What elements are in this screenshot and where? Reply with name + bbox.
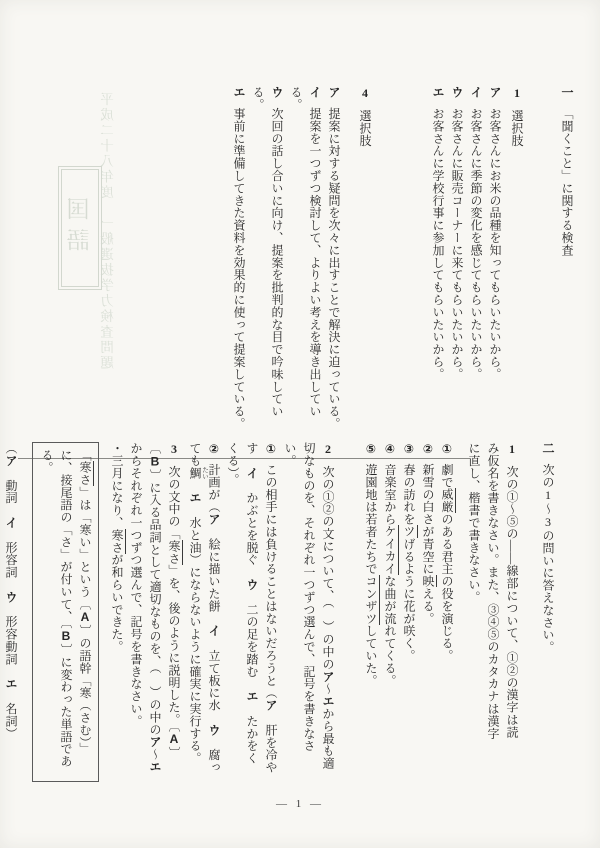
s2-q3-explanation-box: 「寒さ」は「寒い」という〔A〕の語幹「寒（さむ）」に、接尾語の「さ」が付いて、〔B〕に変わった単語である。	[32, 442, 99, 782]
s1-q4-option-u-marker: ウ	[270, 86, 284, 99]
s2-q1-item-2-text: 新雪の白さが青空に映える。	[421, 463, 435, 625]
s2-q1-item-4	[380, 442, 399, 790]
s1-q1-option-u-text: お客さんに販売コーナーに来てもらいたいから。	[450, 107, 464, 381]
s1-question4-number: 4	[358, 86, 372, 101]
section2-heading	[538, 442, 557, 790]
s2-q3-example-sentence: ・三月になり、寒さが和らいできた。	[110, 442, 124, 653]
s2-q1-item-1	[437, 442, 456, 790]
s1-question1-label: 選択肢	[510, 109, 524, 147]
section-2-language-questions	[1, 442, 557, 790]
s1-question1-number: 1	[510, 86, 524, 101]
s2-q1-item-5	[361, 442, 380, 790]
s2-question1-statement	[464, 442, 521, 744]
s2-q3-choices: （ア 動詞 イ 形容詞 ウ 形容動詞 エ 名詞）	[4, 442, 18, 740]
s2-q1-item-3	[399, 442, 418, 790]
s2-q1-item-3-number: ③	[402, 442, 416, 457]
s1-question4-header	[355, 86, 374, 440]
s1-q4-option-i-marker: イ	[308, 86, 322, 99]
s1-q1-option-a	[485, 86, 504, 440]
s2-q3-number: 3	[167, 442, 181, 457]
s2-q2-item-1-text: この相手には負けることはないだろうと（ア 肝を冷やす イ かぶとを脱ぐ ウ 二の足を踏む エ たかをくくる）。	[226, 442, 278, 774]
s2-q2-item-2-text: 計画が（ア 絵に描いた餅 イ 立て板に水 ウ 腐っても鯛 たい エ 水と油）にならないように確実に実行する。	[188, 442, 221, 774]
s1-q4-option-e	[229, 86, 248, 440]
s1-q1-option-u	[447, 86, 466, 440]
s2-q1-item-1-text: 劇で威厳のある君主の役を演じる。	[440, 463, 454, 662]
s1-q1-option-i-text: お客さんに季節の変化を感じてもらいたいから。	[469, 107, 483, 381]
s2-q2-item-2	[185, 442, 223, 774]
s2-q2-number: 2	[321, 442, 335, 457]
section1-number: 一	[560, 86, 574, 99]
s2-q1-item-2-number: ②	[421, 442, 435, 457]
s1-q4-option-u-text: 次回の話し合いに向け、提案を批判的な目で吟味している。	[251, 86, 284, 418]
bleedthrough-reverse-title: 平成二十八年度 一般選抜学力検査問題	[101, 92, 116, 371]
s2-q1-item-1-number: ①	[440, 442, 454, 457]
section-1-listening-check	[229, 86, 576, 440]
section1-heading	[557, 86, 576, 440]
s1-q1-option-e	[428, 86, 447, 440]
s2-q1-item-2	[418, 442, 437, 790]
s1-question4-label: 選択肢	[358, 109, 372, 147]
s2-q1-number: 1	[505, 442, 519, 457]
section2-title: 次の1～3の問いに答えなさい。	[541, 463, 555, 654]
bleedthrough-subject-label: 国語	[67, 197, 93, 259]
s1-q4-option-i	[286, 86, 324, 440]
s1-q4-option-u	[248, 86, 286, 440]
s2-q1-item-4-number: ④	[383, 442, 397, 457]
s1-q1-option-a-marker: ア	[488, 86, 502, 99]
s1-q4-option-e-marker: エ	[232, 86, 246, 99]
section2-number: 二	[541, 442, 555, 455]
section1-title: 「聞くこと」に関する検査	[560, 107, 574, 257]
s1-q1-option-a-text: お客さんにお米の品種を知ってもらいたいから。	[488, 107, 502, 381]
bleedthrough-subject-box	[58, 166, 102, 290]
s1-question1-header	[507, 86, 526, 440]
s2-q1-item-4-text: 音楽室からケイカイな曲が流れてくる。	[383, 463, 397, 687]
s2-q1-item-3-text: 春の訪れをツげるように花が咲く。	[402, 463, 416, 662]
page-number: ― 1 ―	[276, 798, 324, 810]
s2-q2-item-1	[223, 442, 280, 774]
s1-q4-option-a	[324, 86, 343, 440]
s2-q1-item-5-number: ⑤	[364, 442, 378, 457]
s2-q2-text: 次の①②の文について、（ ）の中のア～エから最も適切なものを、それぞれ一つずつ選んで、記号を書きなさい。	[283, 442, 335, 770]
s2-q3-text: 次の文中の「寒さ」を、後のように説明した。〔A〕〔B〕に入る品詞として適切なものを、（ ）の中のア～エからそれぞれ一つずつ選んで、記号を書きなさい。	[129, 442, 181, 773]
s1-q1-option-e-text: お客さんに学校行事に参加してもらいたいから。	[431, 107, 445, 381]
s2-question3-statement	[126, 442, 183, 774]
s2-question2-statement	[280, 442, 337, 774]
s1-q1-option-u-marker: ウ	[450, 86, 464, 99]
s2-q1-text: 次の①～⑤の――線部について、①②の漢字は読み仮名を書きなさい。また、③④⑤のカタカナは漢字に直し、楷書で書きなさい。	[467, 442, 519, 740]
s1-q1-option-e-marker: エ	[431, 86, 445, 99]
s1-q1-option-i-marker: イ	[469, 86, 483, 99]
s1-q4-option-e-text: 事前に準備してきた資料を効果的に使って提案している。	[232, 107, 246, 430]
s1-q4-option-a-text: 提案に対する疑問を次々に出すことで解決に迫っている。	[327, 107, 341, 430]
s1-q1-option-i	[466, 86, 485, 440]
s1-q4-option-a-marker: ア	[327, 86, 341, 99]
s1-q4-option-i-text: 提案を一つずつ検討して、よりよい考えを導き出している。	[289, 86, 322, 418]
s2-q2-item-1-number: ①	[264, 442, 278, 457]
s2-q2-item-2-number: ②	[207, 442, 221, 457]
s2-q1-item-5-text: 遊園地は若者たちでコンザツしていた。	[364, 463, 378, 687]
